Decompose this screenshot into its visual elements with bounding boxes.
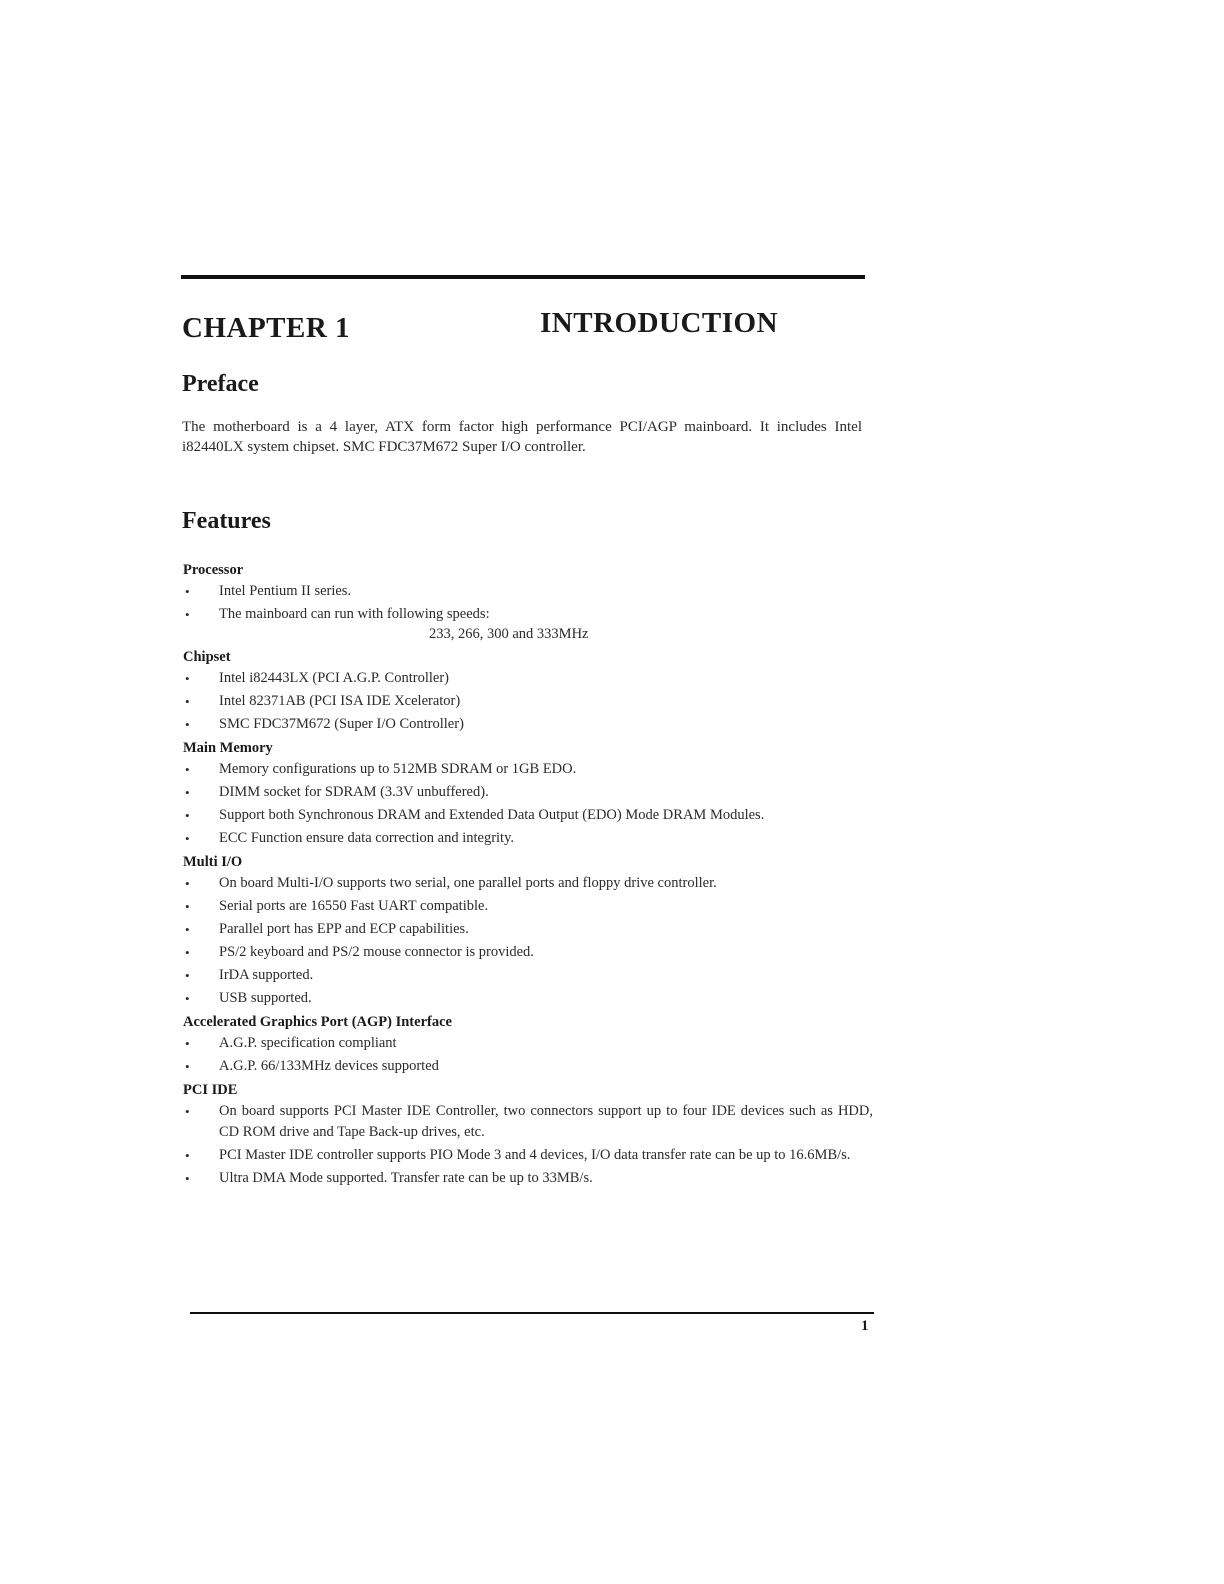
main-memory-heading: Main Memory (183, 740, 273, 756)
processor-list (183, 581, 873, 644)
bullet-icon: • (185, 831, 190, 846)
list-item (183, 604, 873, 644)
list-item (183, 1056, 873, 1077)
pci-ide-list (183, 1101, 873, 1189)
agp-heading: Accelerated Graphics Port (AGP) Interface (183, 1014, 452, 1030)
list-item-text: IrDA supported. (219, 967, 314, 983)
list-item-text: Parallel port has EPP and ECP capabilities. (219, 921, 469, 937)
features-heading: Features (182, 508, 271, 534)
bullet-icon: • (185, 694, 190, 709)
list-item (183, 1168, 873, 1189)
list-item (183, 1033, 873, 1054)
bullet-icon: • (185, 1036, 190, 1051)
chipset-list (183, 668, 873, 735)
bullet-icon: • (185, 808, 190, 823)
bullet-icon: • (185, 945, 190, 960)
list-item-text: Intel 82371AB (PCI ISA IDE Xcelerator) (219, 693, 461, 709)
list-item (183, 714, 873, 735)
chapter-label: CHAPTER 1 (182, 312, 351, 344)
bullet-icon: • (185, 922, 190, 937)
bullet-icon: • (185, 671, 190, 686)
bullet-icon: • (185, 762, 190, 777)
list-item-text: On board supports PCI Master IDE Controller, two connectors support up to four IDE devices such as HDD, CD ROM drive and Tape Back-up drives, etc. (219, 1103, 873, 1140)
list-item-text: Serial ports are 16550 Fast UART compatible. (219, 898, 489, 914)
bullet-icon: • (185, 899, 190, 914)
bullet-icon: • (185, 968, 190, 983)
bullet-icon: • (185, 785, 190, 800)
list-item (183, 988, 873, 1009)
bullet-icon: • (185, 717, 190, 732)
list-item-text: PS/2 keyboard and PS/2 mouse connector is provided. (219, 944, 534, 960)
bullet-icon: • (185, 1148, 190, 1163)
list-item (183, 965, 873, 986)
list-item (183, 919, 873, 940)
list-item-text: The mainboard can run with following speeds: (219, 606, 490, 622)
list-item-text: Intel i82443LX (PCI A.G.P. Controller) (219, 670, 449, 686)
list-item (183, 828, 873, 849)
list-item (183, 942, 873, 963)
bullet-icon: • (185, 584, 190, 599)
list-item (183, 873, 873, 894)
main-memory-list (183, 759, 873, 849)
list-item-text: DIMM socket for SDRAM (3.3V unbuffered). (219, 784, 489, 800)
list-item-text: A.G.P. 66/133MHz devices supported (219, 1058, 439, 1074)
footer-rule (190, 1312, 874, 1314)
list-item-text: ECC Function ensure data correction and integrity. (219, 830, 515, 846)
list-item-text: Memory configurations up to 512MB SDRAM or 1GB EDO. (219, 761, 577, 777)
bullet-icon: • (185, 1104, 190, 1119)
list-item-text: Support both Synchronous DRAM and Extended Data Output (EDO) Mode DRAM Modules. (219, 807, 765, 823)
agp-list (183, 1033, 873, 1077)
list-item (183, 759, 873, 780)
list-item (183, 691, 873, 712)
chapter-top-rule (181, 275, 865, 279)
list-item (183, 581, 873, 602)
multi-io-heading: Multi I/O (183, 854, 243, 870)
list-item-text: Ultra DMA Mode supported. Transfer rate can be up to 33MB/s. (219, 1170, 593, 1186)
list-item-text: On board Multi-I/O supports two serial, one parallel ports and floppy drive controller. (219, 875, 717, 891)
bullet-icon: • (185, 1171, 190, 1186)
list-item-text: A.G.P. specification compliant (219, 1035, 397, 1051)
list-item (183, 805, 873, 826)
chipset-heading: Chipset (183, 649, 231, 665)
bullet-icon: • (185, 607, 190, 622)
list-item (183, 782, 873, 803)
preface-paragraph: The motherboard is a 4 layer, ATX form factor high performance PCI/AGP mainboard. It includes Intel i82440LX system chipset. SMC FDC37M672 Super I/O controller. (182, 419, 862, 455)
list-item (183, 896, 873, 917)
list-item-text: USB supported. (219, 990, 312, 1006)
list-item-text: SMC FDC37M672 (Super I/O Controller) (219, 716, 464, 732)
bullet-icon: • (185, 1059, 190, 1074)
multi-io-list (183, 873, 873, 1009)
preface-heading: Preface (182, 371, 259, 397)
bullet-icon: • (185, 876, 190, 891)
processor-speeds: 233, 266, 300 and 333MHz (429, 626, 589, 642)
list-item (183, 1145, 873, 1166)
page-number: 1 (861, 1318, 869, 1334)
processor-heading: Processor (183, 562, 244, 578)
features-list (183, 559, 873, 1191)
chapter-title: INTRODUCTION (540, 307, 779, 339)
pci-ide-heading: PCI IDE (183, 1082, 238, 1098)
list-item-text: Intel Pentium II series. (219, 583, 352, 599)
list-item (183, 1101, 873, 1143)
list-item (183, 668, 873, 689)
list-item-text: PCI Master IDE controller supports PIO Mode 3 and 4 devices, I/O data transfer rate can be up to 16.6MB/s. (219, 1147, 851, 1163)
bullet-icon: • (185, 991, 190, 1006)
